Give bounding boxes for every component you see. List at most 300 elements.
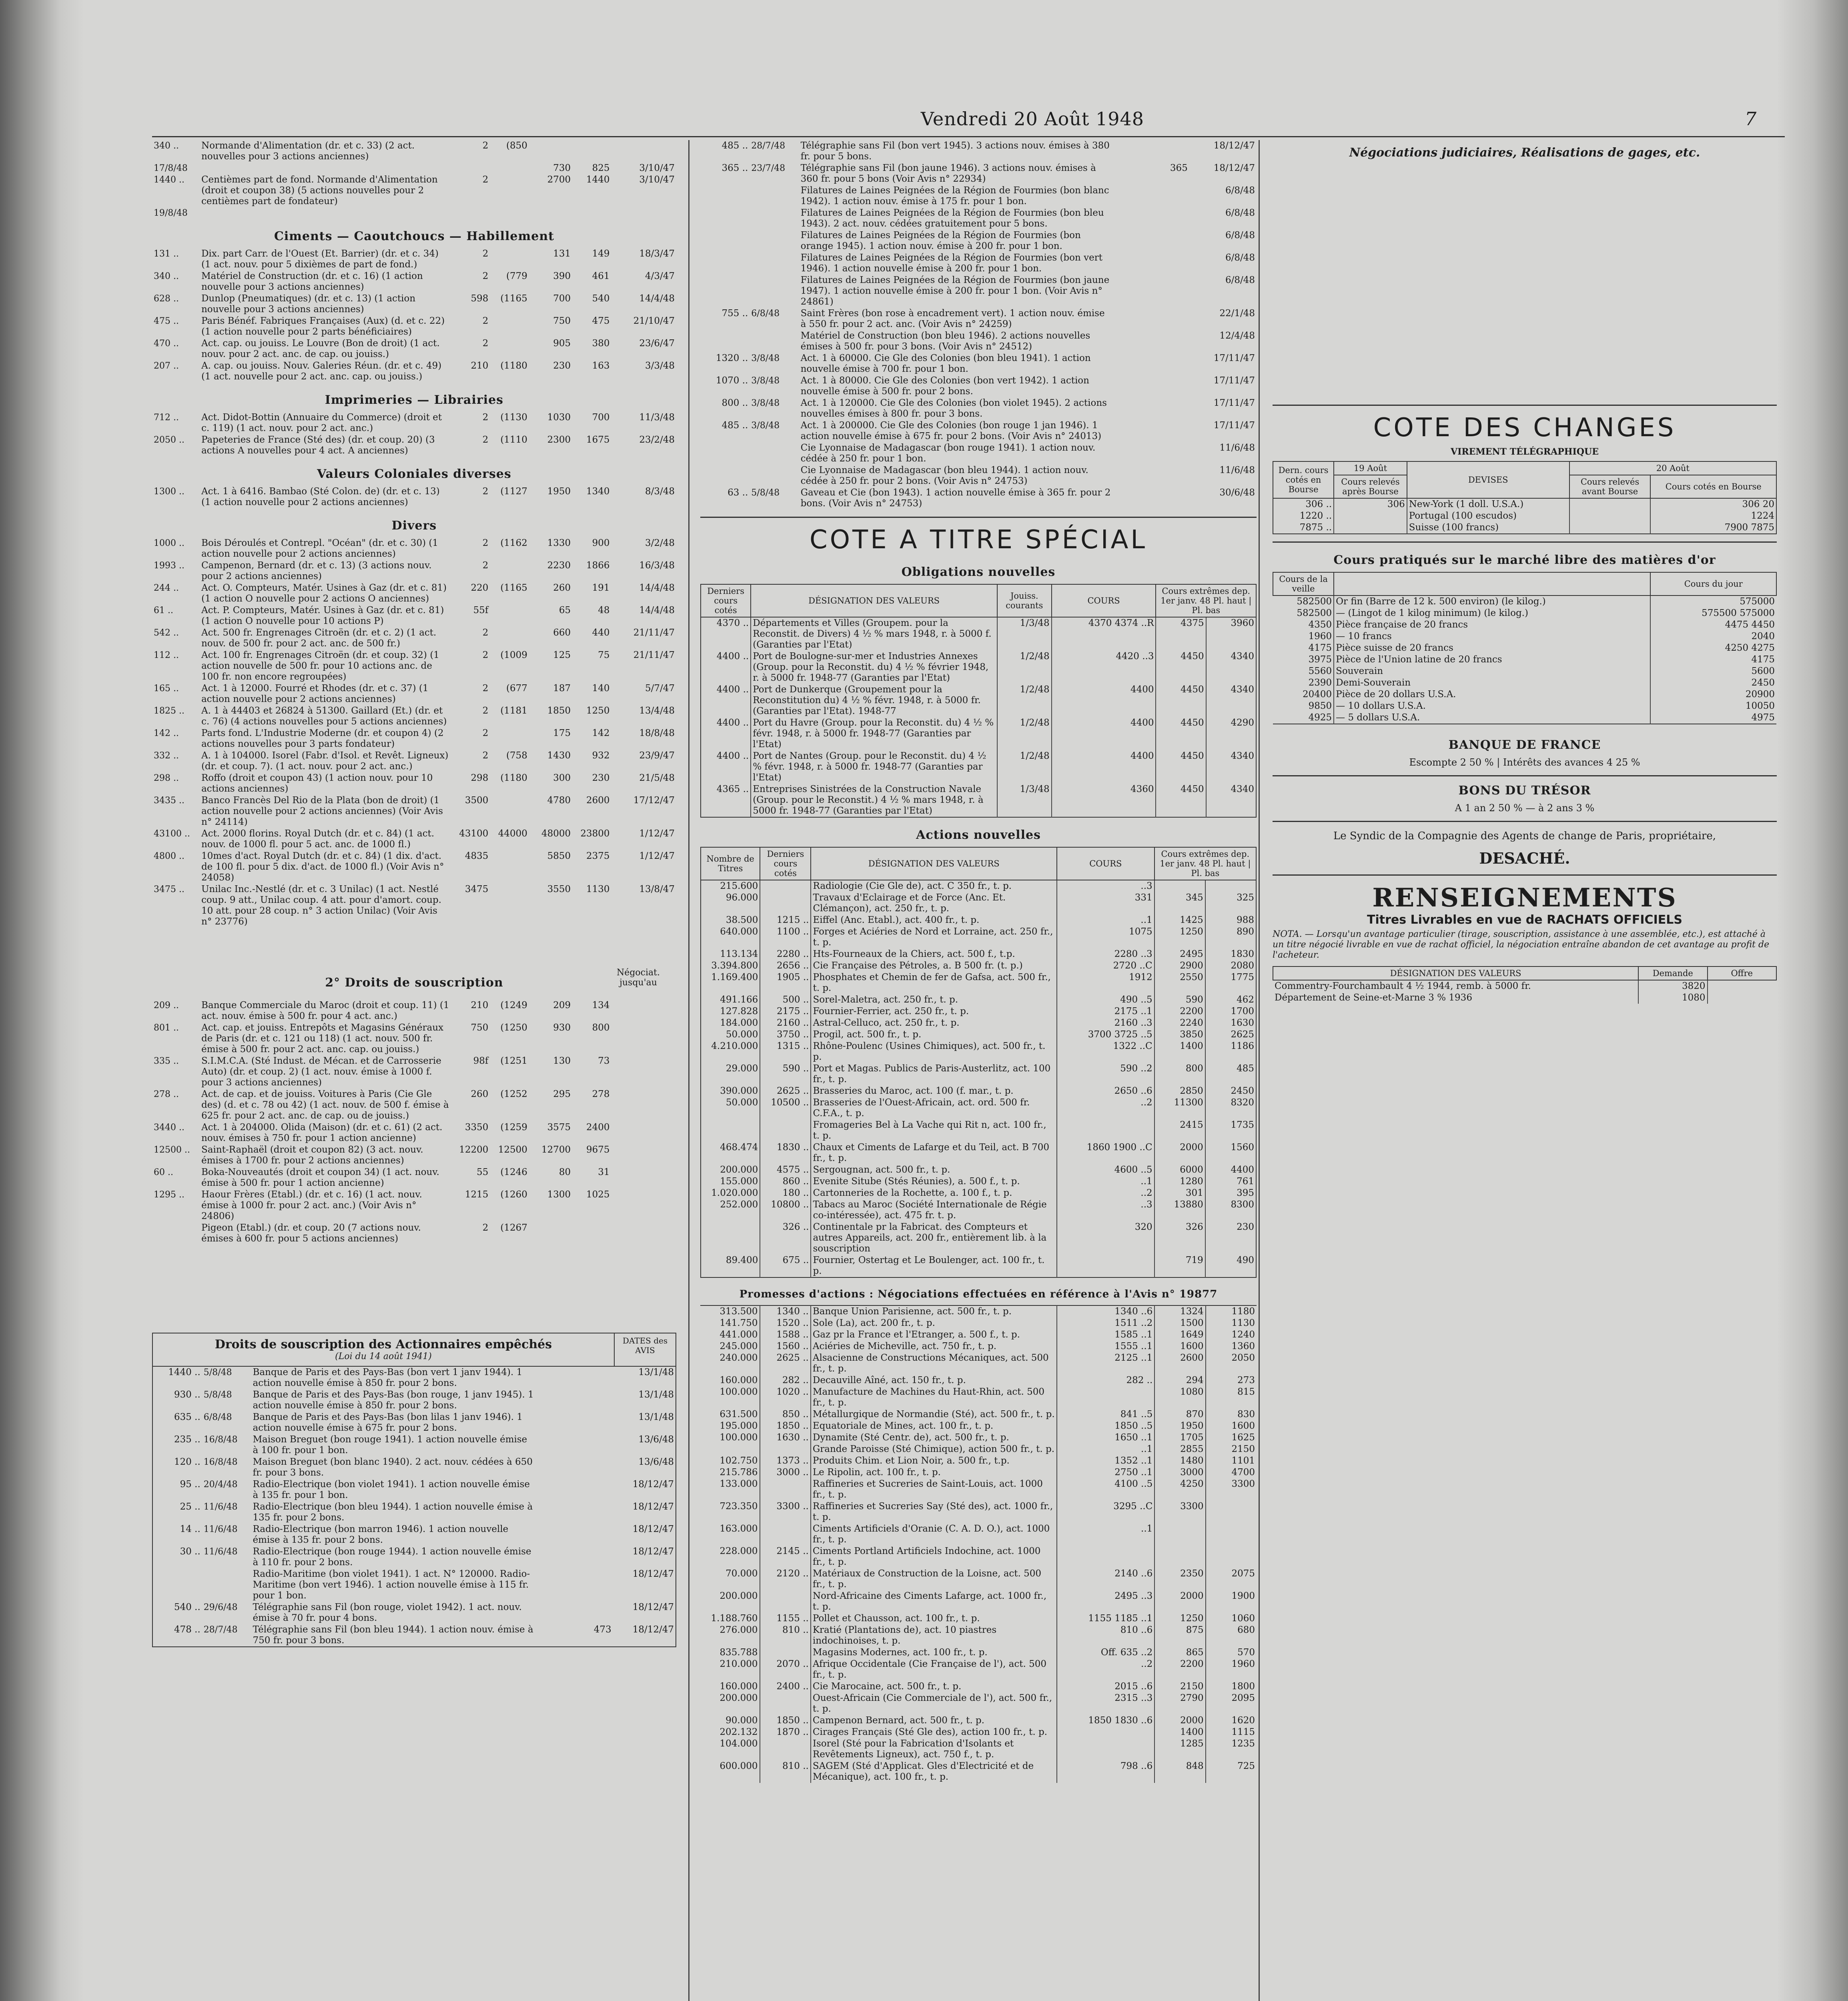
row-date: 340 ..: [154, 271, 179, 281]
table-row: [701, 1029, 1256, 1041]
row-designation: [200, 162, 451, 174]
obligations-title: Obligations nouvelles: [901, 565, 1056, 579]
row-designation: Manufacture de Machines du Haut-Rhin, act. 500 fr., t. p.: [811, 1386, 1057, 1409]
row-designation: A. cap. ou jouiss. Nouv. Galeries Réun. (dr. et c. 49) (1 act. nouvelle pour 2 act. anc. cap. ou jouiss.): [201, 361, 442, 382]
row-designation: Act. 100 fr. Engrenages Citroën (dr. et coup. 32) (1 action nouvelle de 500 fr. pour 10 actions anc. de 100 fr. non encore regroupées): [201, 650, 439, 682]
row-plus-bas: 1900: [1206, 1590, 1257, 1613]
table-row: [700, 1409, 1257, 1420]
row-designation: Port de Nantes (Group. pour le Reconstit. du) 4 ½ % févr. 1948, r. à 5000 fr. 1948-77 (Garanties par l'Etat): [751, 750, 997, 784]
table-row: [700, 1501, 1257, 1523]
row-nombre-titres: 100.000: [720, 1432, 758, 1443]
row-plus-bas: 1360: [1206, 1341, 1257, 1352]
row-cours: [1057, 1386, 1154, 1409]
row-cours: 1912: [1057, 972, 1154, 994]
row-designation: Gaz pr la France et l'Etranger, a. 500 f., t. p.: [811, 1329, 1057, 1341]
table-row: [152, 560, 676, 582]
row-plus-haut: 1705: [1154, 1432, 1205, 1444]
table-row: [152, 412, 676, 434]
row-designation: Pièce suisse de 20 francs: [1334, 642, 1650, 654]
table-row: [700, 1624, 1257, 1647]
row-plus-haut: 4450: [1156, 684, 1206, 717]
row-cours-2: (1110: [500, 435, 527, 445]
row-plus-bas: 540: [592, 293, 610, 304]
row-designation: Port de Boulogne-sur-mer et Industries Annexes (Group. pour la Reconstit. du) 4 ½ % février 1948, r. à 5000 fr. 1948-77 (Garanties par l'Etat): [751, 651, 997, 684]
row-date-avis: 18/12/47: [632, 1546, 674, 1557]
row-date: 278 ..: [154, 1089, 179, 1099]
row-plus-haut: 2150: [1154, 1681, 1205, 1692]
page-date: Vendredi 20 Août 1948: [920, 108, 1144, 130]
table-row: [152, 627, 676, 650]
row-nombre-titres: 113.134: [720, 949, 758, 959]
row-date: 1440 ..: [154, 175, 184, 185]
row-cours: 1352 ..1: [1057, 1455, 1154, 1467]
row-plus-bas: 140: [592, 683, 610, 694]
column-divider-2: [1259, 140, 1260, 2001]
row-cours-2: [490, 850, 529, 884]
row-date: 16/8/48: [203, 1435, 238, 1445]
cote-titre-special-title: COTE A TITRE SPÉCIAL: [809, 525, 1148, 555]
row-designation: Astral-Celluco, act. 250 fr., t. p.: [811, 1017, 1057, 1029]
row-dernier-cours: 590 ..: [760, 1063, 811, 1085]
table-row: [700, 1658, 1257, 1681]
row-designation: Ouest-Africain (Cie Commerciale de l'), act. 500 fr., t. p.: [811, 1692, 1057, 1715]
row-plus-bas: 1630: [1205, 1017, 1256, 1029]
row-nombre-titres: 3.394.800: [711, 960, 758, 971]
row-cours: [451, 162, 490, 174]
row-nombre-titres: 240.000: [720, 1353, 758, 1363]
row-cours-2: [490, 605, 529, 627]
obligations-header-cell: COURS: [1052, 584, 1156, 617]
row-plus-bas: [572, 140, 611, 162]
or-head-veille: Cours de la veille: [1273, 572, 1334, 595]
row-avant-bourse: [1569, 510, 1651, 522]
row-designation: Maison Breguet (bon rouge 1941). 1 action nouvelle émise à 100 fr. pour 1 bon.: [253, 1434, 527, 1456]
row-date: 6/8/48: [751, 309, 780, 319]
table-row: [1273, 595, 1776, 608]
row-plus-bas: 900: [592, 538, 610, 548]
table-row: [153, 1501, 675, 1524]
row-devise: New-York (1 doll. U.S.A.): [1407, 498, 1569, 510]
row-plus-bas: 815: [1206, 1386, 1257, 1409]
row-plus-bas: 2625: [1205, 1029, 1256, 1041]
row-cours-2: (1250: [500, 1023, 527, 1033]
actions-header-cell: Nombre de Titres: [701, 847, 760, 880]
table-row: [700, 185, 1257, 207]
changes-rule: [1273, 405, 1777, 406]
row-cours-2: [490, 795, 529, 828]
row-plus-bas: 2450: [1205, 1085, 1256, 1097]
row-plus-haut: 326: [1154, 1221, 1205, 1255]
table-row: [701, 926, 1256, 948]
row-designation: Banco Francès Del Rio de la Plata (bon de droit) (1 action nouvelle pour 2 actions anciennes) (Voir Avis n° 24114): [201, 795, 443, 827]
row-date-avis: 13/1/48: [638, 1412, 674, 1422]
row-plus-bas: 325: [1205, 892, 1256, 914]
table-row: [152, 828, 676, 850]
row-plus-haut: 2230: [547, 560, 571, 571]
row-date-avis: 21/11/47: [633, 650, 675, 660]
row-plus-haut: 1285: [1154, 1738, 1205, 1760]
table-row: [1273, 631, 1776, 642]
row-designation: Matériel de Construction (bon bleu 1946). 2 actions nouvelles émises à 500 fr. pour 3 bons. (Voir Avis n° 24512): [800, 331, 1090, 352]
row-plus-bas: 761: [1205, 1176, 1256, 1187]
row-cours-2: [490, 174, 529, 207]
row-plus-haut: 2600: [1154, 1352, 1205, 1375]
row-designation: Raffineries et Sucreries Say (Sté des), act. 1000 fr., t. p.: [811, 1501, 1057, 1523]
row-cours: [700, 185, 750, 207]
row-plus-haut: 1950: [547, 486, 571, 497]
table-row: [700, 252, 1257, 275]
row-cours-veille: 582500: [1297, 596, 1332, 607]
row-designation: Isorel (Sté pour la Fabrication d'Isolants et Revêtements Ligneux), act. 750 f., t. p.: [811, 1738, 1057, 1760]
row-dernier-cours: 810 ..: [760, 1760, 811, 1783]
row-cours: 2: [482, 560, 489, 571]
section-title-souscription: 2° Droits de souscription: [325, 976, 503, 990]
table-row: [152, 772, 676, 795]
row-cours: 800 ..: [722, 398, 748, 408]
row-plus-bas: [572, 1222, 611, 1245]
row-designation: Port du Havre (Group. pour la Reconstit. du) 4 ½ % févr. 1948, r. à 5000 fr. 1948-77 (Garanties par l'Etat): [751, 717, 997, 750]
row-nombre-titres: 200.000: [720, 1591, 758, 1601]
row-dernier-cours: 1905 ..: [760, 972, 811, 994]
table-row: [1273, 677, 1776, 689]
row-cours-2: [490, 248, 529, 271]
row-date: 19/8/48: [154, 208, 188, 218]
table-row: [152, 140, 676, 162]
row-cours-2: (1252: [500, 1089, 527, 1099]
row-plus-bas: 1960: [1206, 1658, 1257, 1681]
table-row: [152, 315, 676, 338]
row-designation: Matériaux de Construction de la Loisne, act. 500 fr., t. p.: [811, 1568, 1057, 1590]
row-date-avis: [611, 1089, 676, 1122]
row-designation: Or fin (Barre de 12 k. 500 environ) (le kilog.): [1334, 595, 1650, 608]
row-plus-haut: 294: [1154, 1375, 1205, 1386]
row-plus-bas: 230: [1205, 1221, 1256, 1255]
table-row: [700, 420, 1257, 442]
row-plus-haut: 125: [553, 650, 571, 660]
row-cours: 298: [471, 773, 489, 783]
row-nombre-titres: 195.000: [720, 1421, 758, 1431]
row-designation: — (Lingot de 1 kilog minimum) (le kilog.): [1334, 608, 1650, 619]
row-designation: Act. 1 à 60000. Cie Gle des Colonies (bon bleu 1941). 1 action nouvelle émise à 700 fr. pour 1 bon.: [800, 353, 1091, 374]
row-cours-2: (1267: [500, 1223, 527, 1233]
row-nombre-titres: [700, 1444, 760, 1455]
table-row: [700, 140, 1257, 162]
row-designation: Progil, act. 500 fr., t. p.: [811, 1029, 1057, 1041]
row-plus-haut: 130: [553, 1056, 571, 1066]
row-designation: Roffo (droit et coupon 43) (1 action nouv. pour 10 actions anciennes): [201, 773, 433, 794]
row-plus-haut: 2000: [1154, 1590, 1205, 1613]
row-designation: Filatures de Laines Peignées de la Région de Fourmies (bon blanc 1942). 1 action nouv. émise à 175 fr. pour 1 bon.: [800, 185, 1109, 207]
table-row: [152, 650, 676, 683]
row-date: [750, 185, 799, 207]
row-plus-haut: 2200: [1154, 1658, 1205, 1681]
row-dernier-cours: 1215 ..: [760, 914, 811, 926]
row-cours: [1057, 1726, 1154, 1738]
row-cours: 4420 ..3: [1052, 651, 1156, 684]
row-plus-bas: 1775: [1205, 972, 1256, 994]
row-plus-haut: 301: [1154, 1187, 1205, 1199]
row-date-avis: 18/12/47: [632, 1524, 674, 1534]
row-designation: Evenite Sitube (Stés Réunies), a. 500 f., t. p.: [811, 1176, 1057, 1187]
row-designation: Parts fond. L'Industrie Moderne (dr. et coupon 4) (2 actions nouvelles pour 3 parts fondateur): [201, 728, 444, 749]
row-date-avis: 11/3/48: [639, 412, 675, 423]
row-plus-bas: 3960: [1206, 617, 1256, 651]
row-nombre-titres: 468.474: [720, 1142, 758, 1153]
row-plus-bas: [1206, 1501, 1257, 1523]
row-designation: Demi-Souverain: [1334, 677, 1650, 689]
row-cours: 755 ..: [722, 308, 748, 319]
row-dernier-cours: 3000 ..: [760, 1467, 811, 1478]
row-designation: Filatures de Laines Peignées de la Région de Fourmies (bon bleu 1943). 2 act. nouv. cédées gratuitement pour 5 bons.: [800, 208, 1104, 229]
row-plus-haut: 175: [553, 728, 571, 738]
row-offre: [1708, 992, 1776, 1004]
row-nombre-titres: 133.000: [720, 1479, 758, 1489]
row-plus-haut: 345: [1154, 892, 1205, 914]
syndic-rule: [1273, 821, 1777, 822]
imprimeries-table: [152, 412, 676, 457]
row-plus-bas: 932: [592, 750, 610, 761]
row-plus-bas: 462: [1205, 994, 1256, 1006]
row-cours: 2: [482, 486, 489, 497]
table-row: [701, 1119, 1256, 1142]
row-cours: [700, 230, 750, 252]
table-row: [701, 1097, 1256, 1119]
row-plus-haut: [1154, 880, 1205, 892]
row-date-avis: 13/4/48: [639, 706, 675, 716]
row-designation: Act. 1 à 80000. Cie Gle des Colonies (bon vert 1942). 1 action nouvelle émise à 500 fr. pour 2 bons.: [800, 375, 1089, 397]
row-date-avis: 18/12/47: [632, 1502, 674, 1512]
row-designation: Port et Magas. Publics de Paris-Austerlitz, act. 100 fr., t. p.: [811, 1063, 1057, 1085]
row-cours: [1057, 1119, 1154, 1142]
row-cours: 930 ..: [174, 1389, 200, 1400]
row-designation: Souverain: [1334, 666, 1650, 677]
row-date: 142 ..: [154, 728, 179, 738]
row-cours-veille: 4175: [1308, 643, 1332, 653]
row-plus-haut: 300: [553, 773, 571, 783]
row-cours: 2: [482, 316, 489, 326]
row-designation: Cie Française des Pétroles, a. B 500 fr. (t. p.): [811, 960, 1057, 972]
row-cours: 55: [477, 1167, 489, 1177]
row-cours: 478 ..: [174, 1624, 200, 1635]
row-date-avis: 17/11/47: [1213, 398, 1255, 408]
banque-title: BANQUE DE FRANCE: [1448, 738, 1601, 752]
row-cours: ..3: [1057, 880, 1154, 892]
coloniales-table: [152, 486, 676, 508]
row-dernier-cours: 1850 ..: [760, 1420, 811, 1432]
row-nombre-titres: 163.000: [720, 1524, 758, 1534]
row-plus-haut: 750: [553, 316, 571, 326]
renseignements-header-cell: Demande: [1638, 966, 1707, 980]
tresor-rule: [1273, 775, 1777, 776]
row-dernier-cours: 1520 ..: [760, 1317, 811, 1329]
row-cours: 590 ..2: [1057, 1063, 1154, 1085]
table-row: [701, 684, 1256, 717]
row-plus-bas: 8320: [1205, 1097, 1256, 1119]
row-cours: 25 ..: [180, 1502, 200, 1512]
row-designation: Hts-Fourneaux de la Chiers, act. 500 f., t.p.: [811, 948, 1057, 960]
row-cours: 2: [482, 338, 489, 349]
row-date: 1993 ..: [154, 561, 184, 571]
row-cours: 2: [482, 271, 489, 281]
row-dernier-cours: 2625 ..: [760, 1085, 811, 1097]
table-row: [152, 1000, 676, 1022]
row-cours: 1650 ..1: [1057, 1432, 1154, 1444]
row-nombre-titres: 50.000: [726, 1029, 758, 1040]
table-row: [700, 1420, 1257, 1432]
row-date: 60 ..: [154, 1167, 173, 1177]
row-nombre-titres: 184.000: [720, 1018, 758, 1028]
col2-top-table: [700, 140, 1257, 509]
row-cours-2: [490, 728, 529, 750]
row-cours: 4360: [1052, 784, 1156, 817]
row-date: [152, 1222, 200, 1245]
row-plus-haut: 2700: [547, 174, 571, 185]
row-plus-haut: 3300: [1154, 1501, 1205, 1523]
row-plus-bas: 1235: [1206, 1738, 1257, 1760]
row-plus-haut: 390: [553, 271, 571, 281]
row-date-avis: [611, 1055, 676, 1089]
row-plus-bas: [572, 207, 611, 219]
row-plus-haut: 65: [559, 605, 571, 616]
row-cours-jour: [537, 1479, 613, 1501]
row-date-avis: 6/8/48: [1225, 275, 1255, 285]
row-dernier-cours: 1850 ..: [760, 1715, 811, 1726]
row-cours-jour: 473: [593, 1624, 611, 1635]
row-plus-bas: 31: [598, 1167, 610, 1177]
table-row: [701, 1142, 1256, 1164]
table-row: [700, 1329, 1257, 1341]
promesses-title: Promesses d'actions : Négociations effectuées en référence à l'Avis n° 19877: [739, 1288, 1218, 1300]
row-cours: [1057, 1546, 1154, 1568]
row-plus-bas: 1560: [1205, 1142, 1256, 1164]
row-date: 5/8/48: [751, 488, 780, 498]
row-cours-jour: 5600: [1650, 666, 1776, 677]
row-date: [750, 330, 799, 353]
col1-blank-space-2: [152, 1245, 676, 1333]
row-date-avis: [611, 1144, 676, 1167]
row-plus-bas: 1060: [1206, 1613, 1257, 1624]
row-designation: Filatures de Laines Peignées de la Région de Fourmies (bon jaune 1947). 1 action nouvelle émise à 200 fr. pour 1 bon. (Voir Avis n° 24861): [800, 275, 1110, 307]
row-date: 209 ..: [154, 1000, 179, 1011]
row-designation: Cie Marocaine, act. 500 fr., t. p.: [811, 1681, 1057, 1692]
row-cours: 210: [471, 1000, 489, 1011]
row-designation: Continentale pr la Fabricat. des Compteurs et autres Appareils, act. 200 fr., entièrement lib. à la souscription: [811, 1221, 1057, 1255]
row-devise: Suisse (100 francs): [1407, 522, 1569, 534]
row-cours-2: (1009: [500, 650, 527, 660]
row-cours: 3700 3725 ..5: [1057, 1029, 1154, 1041]
table-row: [152, 705, 676, 728]
virement-subtitle: VIREMENT TÉLÉGRAPHIQUE: [1451, 447, 1599, 457]
souscription-table: [152, 1000, 676, 1245]
table-row: [152, 1055, 676, 1089]
actions-nouvelles-table: [700, 847, 1257, 1278]
row-date: 244 ..: [154, 583, 179, 593]
row-designation: Bois Déroulés et Contrepl. "Océan" (dr. et c. 30) (1 action nouvelle pour 2 actions anciennes): [201, 538, 439, 559]
row-nombre-titres: [701, 1119, 760, 1142]
table-row: [152, 1167, 676, 1189]
row-dernier-cours: 860 ..: [760, 1176, 811, 1187]
row-date-avis: [611, 1000, 676, 1022]
row-devise: Portugal (100 escudos): [1407, 510, 1569, 522]
row-cours-jour: [1113, 140, 1189, 162]
row-designation: Campenon, Bernard (dr. et c. 13) (3 actions nouv. pour 2 actions anciennes): [201, 560, 432, 581]
row-dernier-cours: 1155 ..: [760, 1613, 811, 1624]
row-plus-bas: 1600: [1206, 1420, 1257, 1432]
row-dernier-cours: 675 ..: [760, 1255, 811, 1277]
row-date: 475 ..: [154, 316, 179, 326]
row-plus-haut: 1480: [1154, 1455, 1205, 1467]
syndic-line: Le Syndic de la Compagnie des Agents de change de Paris, propriétaire,: [1333, 830, 1716, 842]
row-nombre-titres: 491.166: [720, 994, 758, 1005]
row-cours-jour: [1113, 207, 1189, 230]
row-cours: ..1: [1057, 1176, 1154, 1187]
row-designation: Commentry-Fourchambault 4 ½ 1944, remb. à 5000 fr.: [1275, 981, 1531, 991]
row-plus-haut: 48000: [541, 828, 571, 839]
row-plus-haut: 1425: [1154, 914, 1205, 926]
row-designation: S.I.M.C.A. (Sté Indust. de Mécan. et de Carrosserie Auto) (dr. et coup. 2) (1 act. nouv. émise à 1000 f. pour 3 actions anciennes): [201, 1056, 441, 1088]
row-designation: Raffineries et Sucreries de Saint-Louis, act. 1000 fr., t. p.: [811, 1478, 1057, 1501]
row-jouissance: 1/3/48: [997, 617, 1052, 651]
row-date: 207 ..: [154, 361, 179, 371]
row-designation: Le Ripolin, act. 100 fr., t. p.: [811, 1467, 1057, 1478]
empeches-subtitle: (Loi du 14 août 1941): [335, 1351, 432, 1361]
row-designation: Act. P. Compteurs, Matér. Usines à Gaz (dr. et c. 81) (1 action O nouvelle pour 10 actions P): [201, 605, 444, 626]
row-plus-haut: 2300: [547, 435, 571, 445]
row-date-avis: 13/6/48: [638, 1434, 674, 1445]
row-cours-jour: [1113, 397, 1189, 420]
row-cours: 1075: [1057, 926, 1154, 948]
row-plus-bas: 4400: [1205, 1164, 1256, 1176]
row-dernier-cours: 810 ..: [760, 1624, 811, 1647]
row-plus-bas: 278: [592, 1089, 610, 1099]
empeches-dates-header: DATES des AVIS: [614, 1333, 675, 1366]
row-cours: 2: [482, 538, 489, 548]
row-designation: Grande Paroisse (Sté Chimique), action 500 fr., t. p.: [811, 1444, 1057, 1455]
banque-line: Escompte 2 50 % | Intérêts des avances 4 25 %: [1409, 757, 1640, 768]
row-cours-jour: [1113, 465, 1189, 487]
empeches-box: [152, 1333, 676, 1647]
row-plus-bas: 2050: [1206, 1352, 1257, 1375]
row-plus-bas: 825: [592, 163, 610, 173]
row-jouissance: 1/2/48: [997, 684, 1052, 717]
table-row: [700, 1341, 1257, 1352]
row-cours: 3475: [465, 884, 489, 894]
row-cours: 1850 ..5: [1057, 1420, 1154, 1432]
row-date-avis: 3/3/48: [645, 361, 675, 371]
row-cours-2: (1165: [500, 583, 527, 593]
row-cours-jour: 4975: [1650, 712, 1776, 724]
row-plus-haut: 2495: [1154, 948, 1205, 960]
row-plus-haut: 1600: [1154, 1341, 1205, 1352]
row-cours: 43100: [459, 828, 489, 839]
row-nombre-titres: 102.750: [720, 1456, 758, 1466]
row-date-avis: 30/6/48: [1219, 487, 1255, 498]
table-row: [700, 1317, 1257, 1329]
row-nombre-titres: 1.188.760: [711, 1613, 758, 1624]
row-plus-bas: 485: [1205, 1063, 1256, 1085]
row-designation: Dix. part Carr. de l'Ouest (Et. Barrier) (dr. et c. 34) (1 act. nouv. pour 5 dixièmes de part de fond.): [201, 249, 439, 270]
row-plus-bas: 230: [592, 773, 610, 783]
row-dernier-cours: [760, 1523, 811, 1546]
row-designation: Radio-Electrique (bon violet 1941). 1 action nouvelle émise à 135 fr. pour 1 bon.: [253, 1479, 530, 1500]
row-designation: Sergougnan, act. 500 fr., t. p.: [811, 1164, 1057, 1176]
row-nombre-titres: 631.500: [720, 1409, 758, 1420]
table-row: [700, 207, 1257, 230]
table-row: [701, 1063, 1256, 1085]
row-cours-2: (1130: [500, 412, 527, 423]
row-dernier-cours: 1630 ..: [760, 1432, 811, 1444]
row-date: 16/8/48: [203, 1457, 238, 1467]
